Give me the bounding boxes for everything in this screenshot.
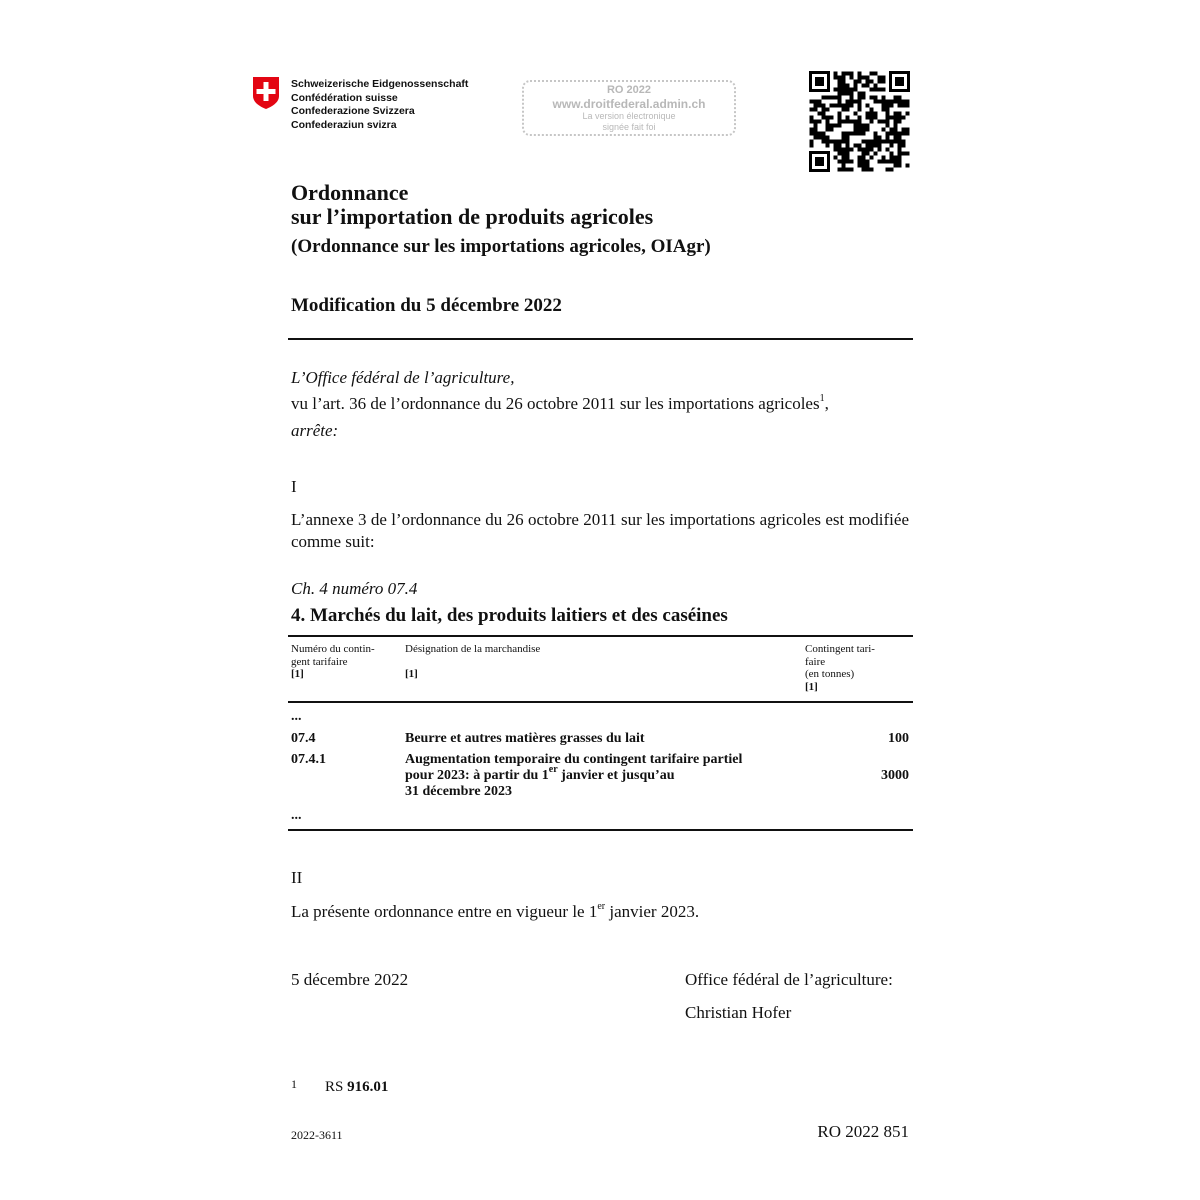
row-designation — [405, 752, 805, 800]
header-number-ref: [1] — [291, 668, 304, 680]
footnote-rs-link[interactable]: 916.01 — [347, 1079, 389, 1095]
chapter-reference: Ch. 4 numéro 07.4 — [291, 579, 418, 598]
confed-line-fr: Confédération suisse — [291, 91, 398, 104]
stamp-url: www.droitfederal.admin.ch — [552, 97, 706, 111]
designation-line-2-b: janvier et jusqu’au — [557, 768, 675, 783]
header-tonnes-line-1: Contingent tari- — [805, 643, 875, 655]
signature-date: 5 décembre 2022 — [291, 970, 409, 989]
table-header-designation — [405, 643, 540, 681]
row-number: 07.4 — [291, 731, 316, 746]
qr-code-icon — [809, 71, 910, 172]
row-number: 07.4.1 — [291, 752, 326, 767]
footnote-prefix: RS — [325, 1079, 348, 1095]
section-one-numeral: I — [291, 477, 297, 496]
preamble-basis — [291, 393, 829, 415]
entry-into-force-a: La présente ordonnance entre en vigueur le 1 — [291, 902, 598, 921]
confed-line-rm: Confederaziun svizra — [291, 118, 397, 131]
footer-ro-number: RO 2022 851 — [817, 1122, 909, 1141]
designation-line-2-sup: er — [548, 764, 558, 776]
section-one-text: L’annexe 3 de l’ordonnance du 26 octobre 2011 sur les importations agricoles est modifiée comme suit: — [291, 510, 909, 551]
header-tonnes-line-2: faire — [805, 655, 826, 668]
chapter-heading: 4. Marchés du lait, des produits laitiers et des caséines — [291, 605, 728, 626]
ordinance-short-title: (Ordonnance sur les importations agricoles, OIAgr) — [291, 236, 711, 257]
table-header-tonnes — [805, 643, 875, 693]
row-tonnes: 3000 — [881, 768, 909, 783]
row-designation: Beurre et autres matières grasses du lait — [405, 731, 645, 746]
confed-line-it: Confederazione Svizzera — [291, 105, 415, 117]
table-bottom-rule — [288, 829, 913, 831]
header-number-line-1: Numéro du contin- — [291, 643, 375, 655]
table-ellipsis-top: ... — [291, 709, 302, 724]
signature-name: Christian Hofer — [685, 1003, 792, 1022]
confed-line-de: Schweizerische Eidgenossenschaft — [291, 78, 469, 90]
title-line-1: Ordonnance — [291, 180, 409, 205]
header-tonnes-line-3: (en tonnes) — [805, 668, 855, 680]
section-two-text — [291, 901, 699, 923]
header-number-line-2: gent tarifaire — [291, 655, 348, 668]
preamble-basis-end: , — [824, 394, 829, 413]
modification-date: Modification du 5 décembre 2022 — [291, 295, 562, 316]
table-header-number — [291, 643, 375, 681]
footnote-number: 1 — [291, 1077, 297, 1091]
stamp-ro: RO 2022 — [606, 84, 652, 96]
electronic-version-stamp — [522, 80, 736, 136]
footnote-ref[interactable]: 1 — [819, 393, 825, 405]
designation-line-2-a: pour 2023: à partir du 1 — [405, 768, 549, 783]
stamp-note-1: La version électronique — [582, 111, 676, 121]
confederation-names — [291, 78, 468, 132]
header-designation-ref: [1] — [405, 668, 418, 680]
footnote-text — [325, 1078, 388, 1096]
table-top-rule — [288, 635, 913, 637]
swiss-cross-logo — [251, 76, 281, 110]
footer-reference: 2022-3611 — [291, 1128, 343, 1142]
preamble-basis-text: vu l’art. 36 de l’ordonnance du 26 octobre 2011 sur les importations agricoles — [291, 394, 820, 413]
preamble-authority: L’Office fédéral de l’agriculture, — [291, 368, 515, 387]
stamp-note-2: signée fait foi — [602, 122, 656, 132]
table-ellipsis-bottom: ... — [291, 808, 302, 823]
header-designation-line: Désignation de la marchandise — [405, 643, 541, 655]
title-divider — [288, 338, 913, 340]
preamble-decrees: arrête: — [291, 421, 339, 440]
entry-into-force-b: janvier 2023. — [605, 902, 700, 921]
header-tonnes-ref: [1] — [805, 680, 818, 693]
table-header-rule — [288, 701, 913, 703]
section-two-numeral: II — [291, 868, 303, 887]
title-line-2: sur l’importation de produits agricoles — [291, 204, 654, 229]
entry-into-force-sup: er — [597, 901, 606, 913]
signature-office: Office fédéral de l’agriculture: — [685, 970, 893, 989]
row-tonnes: 100 — [888, 731, 909, 746]
designation-line-2 — [405, 764, 805, 784]
ordinance-title — [291, 181, 653, 229]
designation-line-3: 31 décembre 2023 — [405, 784, 513, 799]
designation-line-1: Augmentation temporaire du contingent tarifaire partiel — [405, 752, 743, 767]
